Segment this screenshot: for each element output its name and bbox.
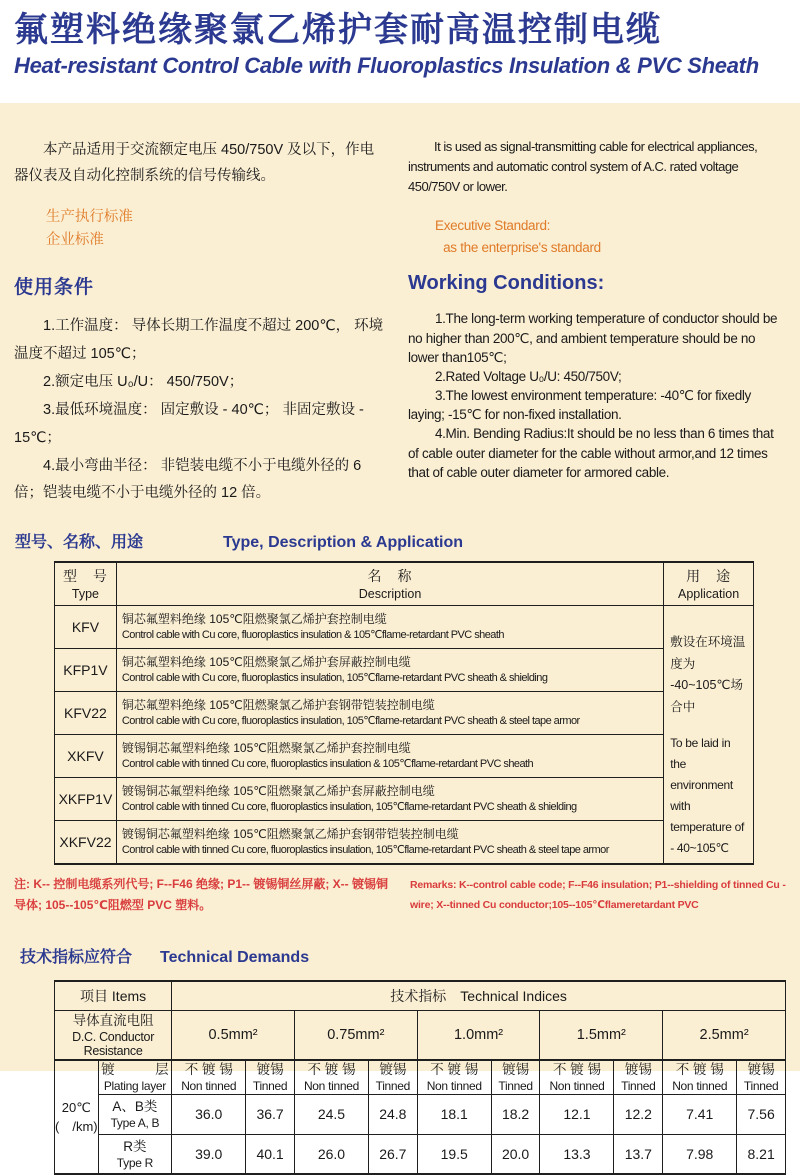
resistance-en: D.C. Conductor Resistance — [72, 1029, 155, 1059]
type-heading-en: Type, Description & Application — [223, 534, 464, 552]
tinned-cell — [737, 1060, 786, 1094]
tinned-zh: 镀锡 — [502, 1062, 530, 1078]
tinned-cell — [491, 1060, 540, 1094]
description-en: Control cable with tinned Cu core, fluoroplastics insulation & 105℃flame-retardant PVC sheath — [121, 757, 534, 770]
table-row — [55, 691, 754, 734]
wc-item-en: 1.The long-term working temperature of conductor should be no higher than 200℃, and ambient temperature should be no lower than105℃; — [408, 311, 778, 365]
tinned-zh: 镀锡 — [624, 1062, 652, 1078]
cable-description — [116, 691, 663, 734]
cable-description — [116, 777, 663, 820]
page-header — [0, 0, 800, 103]
value-cell: 7.98 — [663, 1134, 737, 1174]
working-conditions-heading-zh: 使用条件 — [14, 277, 95, 299]
size-cell: 1.5mm² — [540, 1010, 663, 1060]
working-conditions-heading-en: Working Conditions: — [408, 272, 605, 295]
non-tinned-en: Non tinned — [549, 1079, 605, 1094]
tinned-zh: 镀锡 — [256, 1062, 284, 1078]
type-heading-zh: 型号、名称、用途 — [15, 534, 144, 552]
tech-heading-zh: 技术指标应符合 — [20, 949, 133, 967]
value-cell: 18.2 — [491, 1094, 540, 1134]
indices-label-cell: 技术指标 Technical Indices — [172, 981, 786, 1010]
row-r-zh: R类 — [123, 1138, 147, 1154]
tech-size-row — [55, 1010, 786, 1060]
value-cell: 13.7 — [614, 1134, 663, 1174]
wc-item-en: 4.Min. Bending Radius:It should be no less than 6 times that of cable outer diameter for the cable without armor,and 12 times that of cable outer diameter for armored cable. — [408, 426, 774, 480]
tech-section-heading — [20, 944, 786, 967]
working-conditions-zh-column — [14, 272, 386, 508]
note-en: Remarks: K--control cable code; F--F46 insulation; P1--shielding of tinned Cu -wire; X--tinned Cu conductor;105--105℃flameretardant PVC — [410, 879, 786, 912]
col-desc-en: Description — [358, 586, 422, 601]
page-title-en: Heat-resistant Control Cable with Fluoroplastics Insulation & PVC Sheath — [14, 53, 759, 79]
description-en: Control cable with Cu core, fluoroplastics insulation & 105℃flame-retardant PVC sheath — [121, 628, 504, 641]
technical-indices-table — [54, 980, 786, 1175]
intro-paragraph-zh: 本产品适用于交流额定电压 450/750V 及以下，作电器仪表及自动化控制系统的信号传输线。 — [14, 142, 375, 185]
wc-item-zh: 3.最低环境温度： 固定敷设 - 40℃； 非固定敷设 - 15℃； — [14, 401, 364, 446]
size-cell: 1.0mm² — [417, 1010, 540, 1060]
tinned-en: Tinned — [743, 1079, 779, 1094]
application-en: To be laid in the environment with temperature of - 40~105℃ — [670, 736, 745, 856]
standard-value-en: as the enterprise's standard — [443, 239, 601, 255]
description-en: Control cable with tinned Cu core, fluoroplastics insulation, 105℃flame-retardant PVC sheath & shielding — [121, 801, 577, 814]
value-cell: 19.5 — [417, 1134, 491, 1174]
wc-item-en: 3.The lowest environment temperature: -40℃ for fixedly laying; -15℃ for non-fixed installation. — [408, 388, 751, 423]
table-row — [55, 648, 754, 691]
tinned-en: Tinned — [252, 1079, 288, 1094]
tech-plating-row — [55, 1060, 786, 1094]
value-cell: 24.5 — [294, 1094, 368, 1134]
description-zh: 铜芯氟塑料绝缘 105℃阻燃聚氯乙烯护套屏蔽控制电缆 — [121, 654, 411, 669]
cable-description — [116, 605, 663, 648]
table-row — [55, 605, 754, 648]
intro-section — [14, 103, 786, 258]
resistance-label-cell — [55, 1010, 172, 1060]
temperature-cell — [55, 1060, 99, 1174]
application-zh: 敷设在环境温度为 -40~105℃场合中 — [670, 634, 746, 715]
size-cell: 0.75mm² — [294, 1010, 417, 1060]
col-header-description — [116, 562, 663, 605]
description-zh: 铜芯氟塑料绝缘 105℃阻燃聚氯乙烯护套控制电缆 — [121, 611, 387, 626]
value-cell: 8.21 — [737, 1134, 786, 1174]
col-type-zh: 型 号 — [62, 568, 108, 585]
items-label-cell: 项目 Items — [55, 981, 172, 1010]
tech-header-row — [55, 981, 786, 1010]
working-conditions-list-en — [408, 309, 786, 481]
non-tinned-zh: 不 镀 锡 — [552, 1062, 601, 1078]
non-tinned-zh: 不 镀 锡 — [430, 1062, 479, 1078]
value-cell: 12.2 — [614, 1094, 663, 1134]
col-header-type — [55, 562, 117, 605]
tech-values-row-r — [55, 1134, 786, 1174]
col-app-zh: 用 途 — [686, 568, 732, 585]
cable-description — [116, 648, 663, 691]
col-header-application — [664, 562, 754, 605]
value-cell: 7.41 — [663, 1094, 737, 1134]
description-zh: 镀锡铜芯氟塑料绝缘 105℃阻燃聚氯乙烯护套屏蔽控制电缆 — [121, 784, 435, 799]
cable-code: XKFP1V — [55, 777, 117, 820]
value-cell: 18.1 — [417, 1094, 491, 1134]
non-tinned-cell — [663, 1060, 737, 1094]
intro-zh-column — [14, 137, 386, 258]
application-cell — [664, 605, 754, 864]
value-cell: 36.7 — [246, 1094, 295, 1134]
tinned-cell — [368, 1060, 417, 1094]
non-tinned-cell — [172, 1060, 246, 1094]
plating-zh: 镀 层 — [101, 1062, 169, 1078]
row-ab-zh: A、B类 — [112, 1099, 158, 1115]
temperature-value: 20℃ — [61, 1099, 91, 1115]
cable-code: KFV22 — [55, 691, 117, 734]
col-desc-zh: 名 称 — [367, 568, 413, 585]
non-tinned-cell — [417, 1060, 491, 1094]
description-en: Control cable with tinned Cu core, fluoroplastics insulation, 105℃flame-retardant PVC sheath & steel tape armor — [121, 844, 609, 857]
tech-values-row-ab — [55, 1094, 786, 1134]
value-cell: 26.0 — [294, 1134, 368, 1174]
value-cell: 12.1 — [540, 1094, 614, 1134]
temperature-unit: ( /km) — [55, 1119, 98, 1135]
tinned-en: Tinned — [498, 1079, 533, 1094]
page-title-zh: 氟塑料绝缘聚氯乙烯护套耐高温控制电缆 — [14, 11, 662, 49]
table-row — [55, 821, 754, 865]
cable-code: XKFV — [55, 734, 117, 777]
tinned-en: Tinned — [375, 1079, 411, 1094]
non-tinned-en: Non tinned — [181, 1079, 237, 1094]
description-zh: 镀锡铜芯氟塑料绝缘 105℃阻燃聚氯乙烯护套钢带铠装控制电缆 — [121, 827, 459, 842]
non-tinned-zh: 不 镀 锡 — [184, 1062, 233, 1078]
working-conditions-section — [14, 272, 786, 508]
value-cell: 13.3 — [540, 1134, 614, 1174]
row-r-en: Type R — [116, 1156, 153, 1170]
intro-paragraph-en: It is used as signal-transmitting cable for electrical appliances, instruments and automatic control system of A.C. rated voltage 450/750V or lower. — [408, 139, 758, 194]
standard-value-zh: 企业标准 — [45, 231, 104, 248]
non-tinned-en: Non tinned — [303, 1079, 359, 1094]
value-cell: 36.0 — [172, 1094, 246, 1134]
cable-code: XKFV22 — [55, 821, 117, 865]
tinned-zh: 镀锡 — [747, 1062, 775, 1078]
plating-layer-cell — [98, 1060, 172, 1094]
value-cell: 7.56 — [737, 1094, 786, 1134]
non-tinned-en: Non tinned — [672, 1079, 728, 1094]
standard-label-zh: 生产执行标准 — [45, 209, 133, 226]
plating-en: Plating layer — [103, 1079, 166, 1094]
table-header-row — [55, 562, 754, 605]
non-tinned-en: Non tinned — [426, 1079, 482, 1094]
value-cell: 26.7 — [368, 1134, 417, 1174]
non-tinned-cell — [294, 1060, 368, 1094]
description-en: Control cable with Cu core, fluoroplastics insulation, 105℃flame-retardant PVC sheath & shielding — [121, 671, 548, 684]
standard-zh — [14, 206, 386, 251]
tech-heading-en: Technical Demands — [160, 949, 310, 967]
row-label-ab — [98, 1094, 172, 1134]
wc-item-zh: 1.工作温度： 导体长期工作温度不超过 200℃， 环境温度不超过 105℃； — [14, 318, 384, 363]
description-zh: 铜芯氟塑料绝缘 105℃阻燃聚氯乙烯护套钢带铠装控制电缆 — [121, 697, 435, 712]
page-body — [0, 103, 800, 1170]
value-cell: 39.0 — [172, 1134, 246, 1174]
table-row — [55, 734, 754, 777]
wc-item-en: 2.Rated Voltage U₀/U: 450/750V; — [435, 368, 622, 384]
standard-label-en: Executive Standard: — [435, 218, 551, 234]
cable-description — [116, 734, 663, 777]
col-app-en: Application — [678, 586, 740, 601]
notes-section — [14, 874, 786, 916]
non-tinned-cell — [540, 1060, 614, 1094]
row-ab-en: Type A, B — [110, 1116, 160, 1131]
cable-code: KFP1V — [55, 648, 117, 691]
note-zh: 注: K-- 控制电缆系列代号; F--F46 绝缘; P1-- 镀锡铜丝屏蔽; X-- 镀锡铜导体; 105--105℃阻燃型 PVC 塑料。 — [14, 877, 388, 913]
col-type-en: Type — [71, 586, 99, 601]
non-tinned-zh: 不 镀 锡 — [307, 1062, 356, 1078]
size-cell: 2.5mm² — [663, 1010, 786, 1060]
intro-en-column — [408, 137, 786, 258]
wc-item-zh: 4.最小弯曲半径： 非铠装电缆不小于电缆外径的 6 倍；铠装电缆不小于电缆外径的 12 倍。 — [14, 457, 362, 502]
cable-description — [116, 821, 663, 865]
size-cell: 0.5mm² — [172, 1010, 295, 1060]
table-row — [55, 777, 754, 820]
standard-en — [408, 215, 786, 258]
value-cell: 20.0 — [491, 1134, 540, 1174]
tinned-cell — [246, 1060, 295, 1094]
description-zh: 镀锡铜芯氟塑料绝缘 105℃阻燃聚氯乙烯护套控制电缆 — [121, 740, 411, 755]
description-en: Control cable with Cu core, fluoroplastics insulation, 105℃flame-retardant PVC sheath & steel tape armor — [121, 714, 580, 727]
value-cell: 40.1 — [246, 1134, 295, 1174]
resistance-zh: 导体直流电阻 — [72, 1012, 154, 1028]
tinned-zh: 镀锡 — [379, 1062, 407, 1078]
type-description-table — [54, 561, 754, 865]
non-tinned-zh: 不 镀 锡 — [675, 1062, 724, 1078]
cable-code: KFV — [55, 605, 117, 648]
tinned-en: Tinned — [621, 1079, 656, 1094]
working-conditions-en-column — [408, 272, 786, 508]
row-label-r — [98, 1134, 172, 1174]
value-cell: 24.8 — [368, 1094, 417, 1134]
type-section-heading — [15, 529, 786, 552]
wc-item-zh: 2.额定电压 U₀/U： 450/750V； — [43, 374, 244, 391]
tinned-cell — [614, 1060, 663, 1094]
working-conditions-list-zh — [14, 313, 386, 508]
